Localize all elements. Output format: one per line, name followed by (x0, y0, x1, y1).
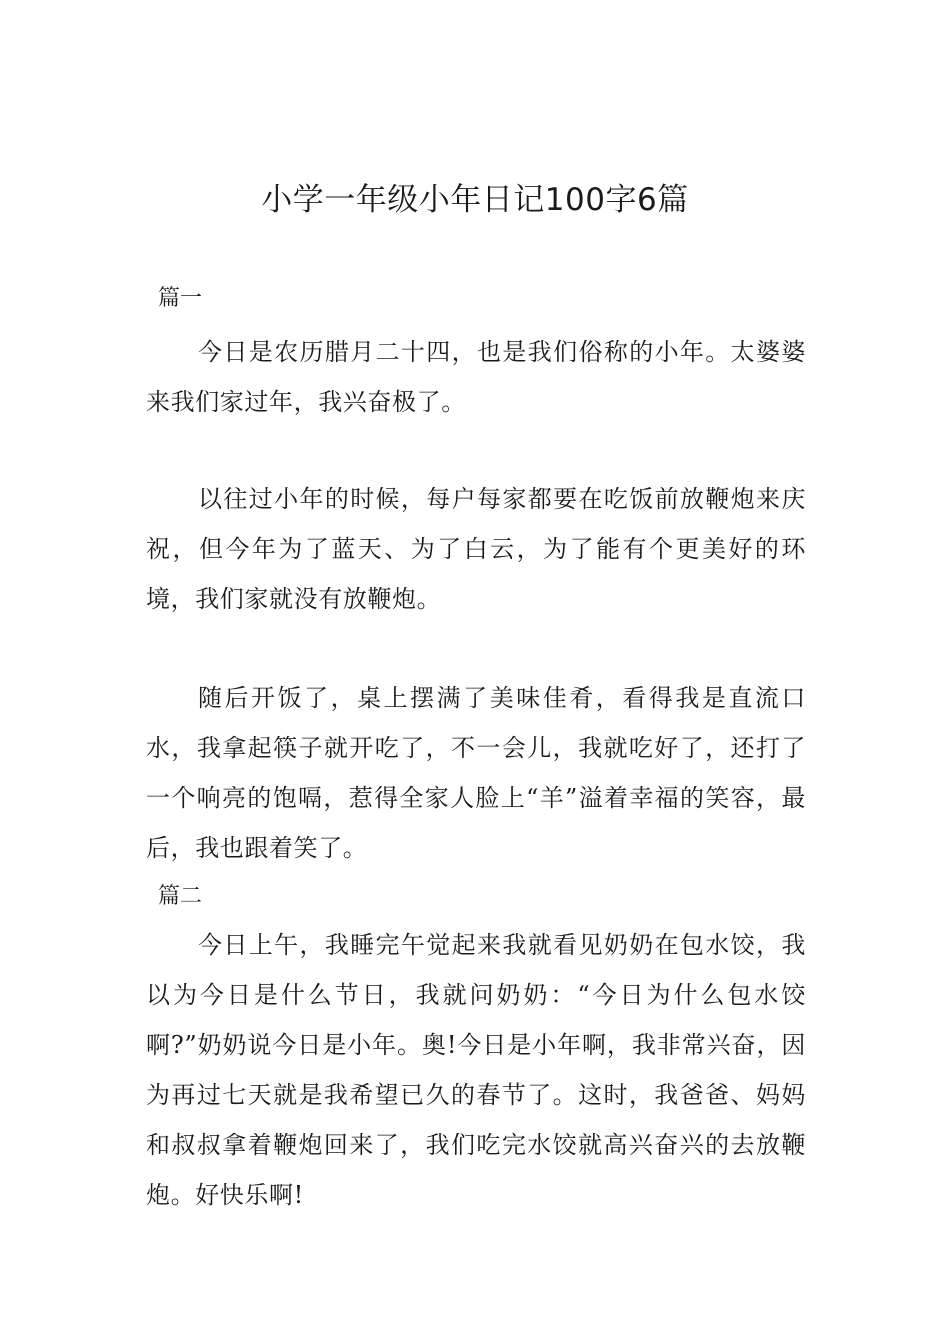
paragraph: 今日上午，我睡完午觉起来我就看见奶奶在包水饺，我以为今日是什么节日，我就问奶奶：“今日为什么包水饺啊?”奶奶说今日是小年。奥!今日是小年啊，我非常兴奋，因为再过七天就是我希望已久的春节了。这时，我爸爸、妈妈和叔叔拿着鞭炮回来了，我们吃完水饺就高兴奋兴的去放鞭炮。好快乐啊! (146, 931, 806, 1209)
document-title: 小学一年级小年日记100字6篇 (261, 182, 689, 218)
section-label-2: 篇二 (158, 884, 203, 909)
section-label-1: 篇一 (158, 286, 203, 311)
paragraph: 随后开饭了，桌上摆满了美味佳肴，看得我是直流口水，我拿起筷子就开吃了，不一会儿，我就吃好了，还打了一个响亮的饱嗝，惹得全家人脸上“羊”溢着幸福的笑容，最后，我也跟着笑了。 (146, 684, 806, 862)
paragraph: 以往过小年的时候，每户每家都要在吃饭前放鞭炮来庆祝，但今年为了蓝天、为了白云，为了能有个更美好的环境，我们家就没有放鞭炮。 (146, 485, 806, 613)
paragraph: 今日是农历腊月二十四，也是我们俗称的小年。太婆婆来我们家过年，我兴奋极了。 (146, 338, 806, 416)
